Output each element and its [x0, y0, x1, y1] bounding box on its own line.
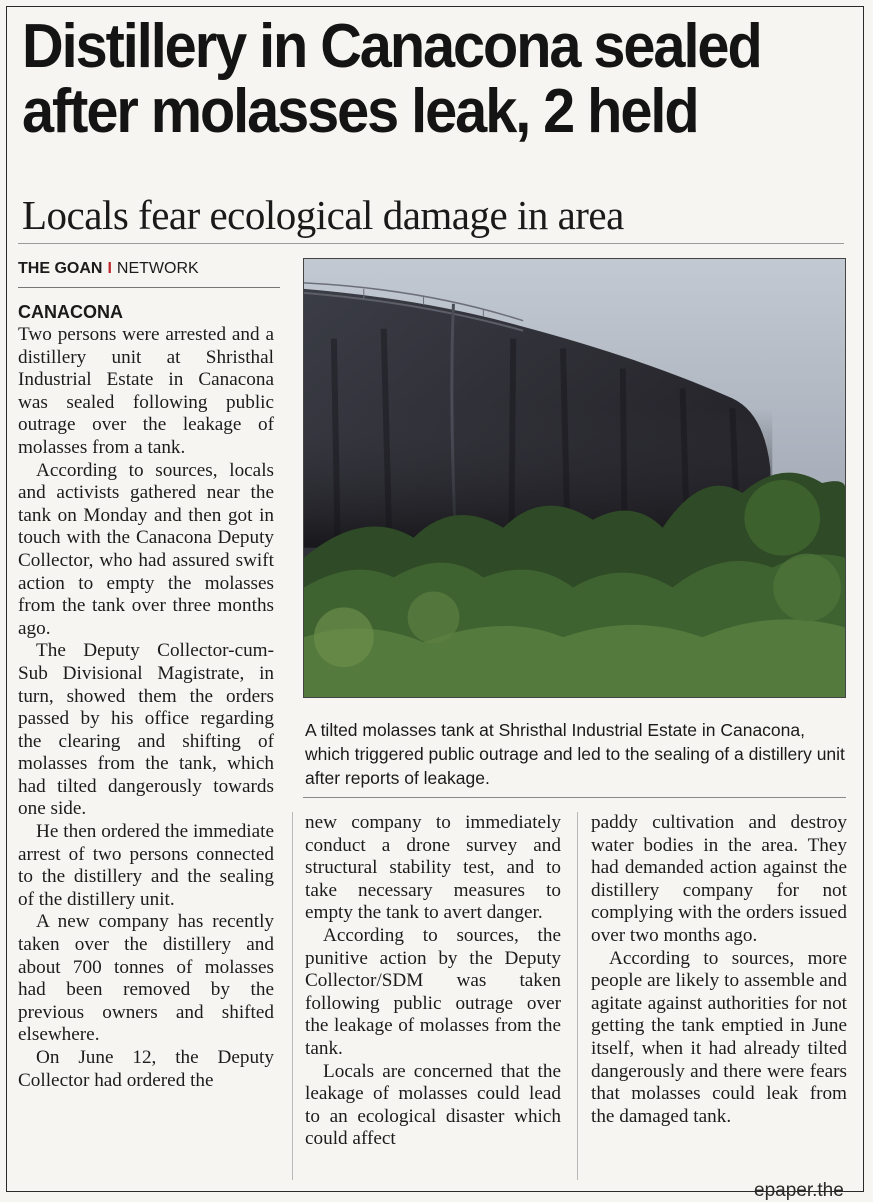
- paragraph: new company to immediately conduct a drone survey and structural stability test, and to take necessary measures to empty the tank to avert danger.: [305, 812, 561, 924]
- byline-separator: I: [107, 260, 112, 277]
- byline-desk: NETWORK: [116, 260, 199, 277]
- dateline: CANACONA: [18, 302, 123, 322]
- byline-paper: THE GOAN: [18, 260, 103, 277]
- headline: [22, 14, 803, 144]
- byline: [18, 257, 280, 288]
- subheadline: Locals fear ecological damage in area: [22, 192, 624, 238]
- paragraph: He then ordered the immediate arrest of two persons connected to the distillery and the sealing of the distillery unit.: [18, 821, 274, 910]
- paragraph: The Deputy Collector-cum-Sub Divisional Magistrate, in turn, showed them the orders passed by his office regarding the clearing and shifting of molasses from the tank, which had tilted dangerously towards one side.: [18, 640, 274, 820]
- paragraph: Locals are concerned that the leakage of molasses could lead to an ecological disaster which could affect: [305, 1060, 561, 1150]
- paragraph: According to sources, locals and activists gathered near the tank on Monday and then got in touch with the Canacona Deputy Collector, who had assured swift action to empty the molasses from the tank over three months ago.: [18, 459, 274, 639]
- paragraph: According to sources, the punitive action by the Deputy Collector/SDM was taken following public outrage over the leakage of molasses from the tank.: [305, 924, 561, 1059]
- paragraph: paddy cultivation and destroy water bodies in the area. They had demanded action against the distillery company for not complying with the orders issued over two months ago.: [591, 812, 847, 946]
- headline-line-1: Distillery in Canacona sealed: [22, 12, 761, 81]
- caption-rule: [303, 797, 846, 798]
- paragraph: A new company has recently taken over the distillery and about 700 tonnes of molasses had been removed by the previous owners and shifted elsewhere.: [18, 911, 274, 1046]
- column-divider: [292, 812, 293, 1180]
- article-column-1: [18, 324, 274, 1092]
- photo-caption: A tilted molasses tank at Shristhal Industrial Estate in Canacona, which triggered public outrage and led to the sealing of a distillery unit after reports of leakage.: [305, 720, 845, 788]
- column-divider: [577, 812, 578, 1180]
- paragraph: According to sources, more people are likely to assemble and agitate against authorities for not getting the tank emptied in June itself, when it had already tilted dangerously and there were fears that molasses could leak from the damaged tank.: [591, 947, 847, 1127]
- header-rule: [18, 243, 844, 244]
- news-photo: [303, 258, 846, 698]
- article-column-3: [591, 812, 847, 1128]
- headline-line-2: after molasses leak, 2 held: [22, 77, 698, 146]
- paragraph: Two persons were arrested and a distillery unit at Shristhal Industrial Estate in Canacona was sealed following public outrage over the leakage of molasses from a tank.: [18, 324, 274, 458]
- article-column-2: [305, 812, 561, 1151]
- paragraph: On June 12, the Deputy Collector had ordered the: [18, 1047, 274, 1091]
- molasses-tank-photo: [304, 259, 845, 697]
- epaper-watermark: epaper.the: [754, 1180, 844, 1201]
